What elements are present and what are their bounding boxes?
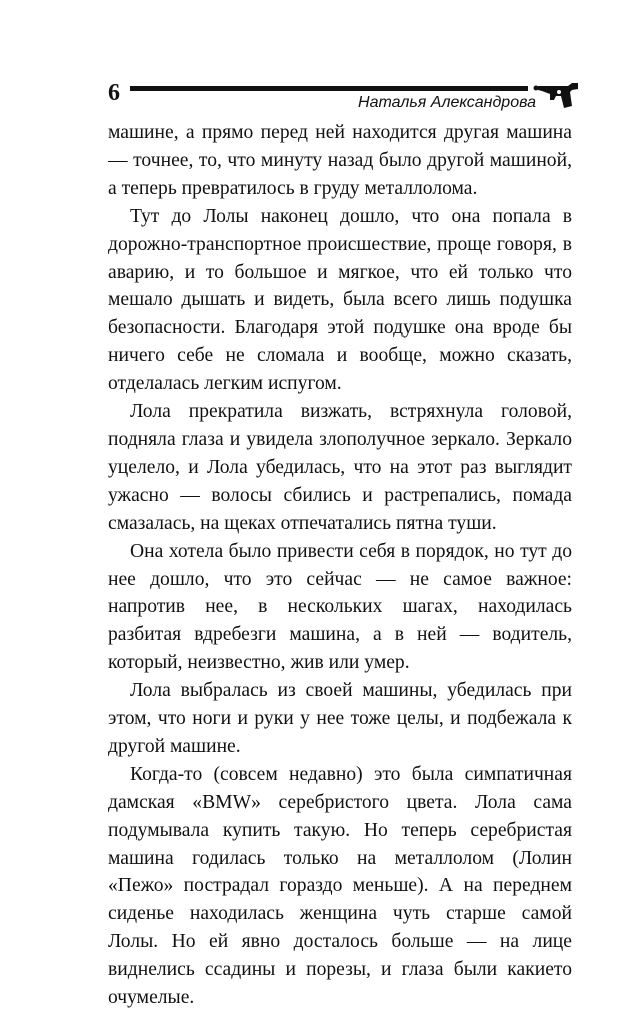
paragraph: Лола прекратила визжать, встряхнула головой, подняла глаза и увидела злополучное зеркало. Зеркало уцелело, и Лола убедилась, что на этот раз выглядит ужасно — волосы сбились и растрепались, помада смазалась, на щеках отпечатались пятна туши. <box>108 401 572 534</box>
header-rule <box>130 86 528 91</box>
page-number: 6 <box>108 80 120 106</box>
paragraph: Лола выбралась из своей машины, убедилась при этом, что ноги и руки у нее тоже целы, и подбежала к другой машине. <box>108 680 572 757</box>
paragraph: Она хотела было привести себя в порядок, но тут до нее дошло, что это сейчас — не самое важное: напротив нее, в нескольких шагах, находилась разбитая вдребезги машина, а в ней — водитель, который, неизвестно, жив или умер. <box>108 540 572 674</box>
body-text <box>108 119 572 1012</box>
paragraph: Когда-то (совсем недавно) это была симпатичная дамская «BMW» серебристого цвета. Лола сама подумывала купить такую. Но теперь серебристая машина годилась только на металлолом (Лолин «Пежо» пострадал гораздо меньше). А на переднем сиденье находилась женщина чуть старше самой Лолы. Но ей явно досталось больше — на лице виднелись ссадины и порезы, и глаза были какието очумелые. <box>108 763 572 1009</box>
running-title: Наталья Александрова <box>358 94 536 111</box>
page-header <box>0 0 640 120</box>
paragraph: Тут до Лолы наконец дошло, что она попала в дорожно-транспортное происшествие, проще говоря, в аварию, и то большое и мягкое, что ей только что мешало дышать и видеть, была всего лишь подушка безопасности. Благодаря этой подушке она вроде бы ничего себе не сломала и вообще, можно сказать, отделалась легким испугом. <box>108 205 572 395</box>
paragraph: машине, а прямо перед ней находится другая машина — точнее, то, что минуту назад было другой машиной, а теперь превратилось в груду металлолома. <box>108 122 572 199</box>
revolver-icon <box>528 78 582 110</box>
